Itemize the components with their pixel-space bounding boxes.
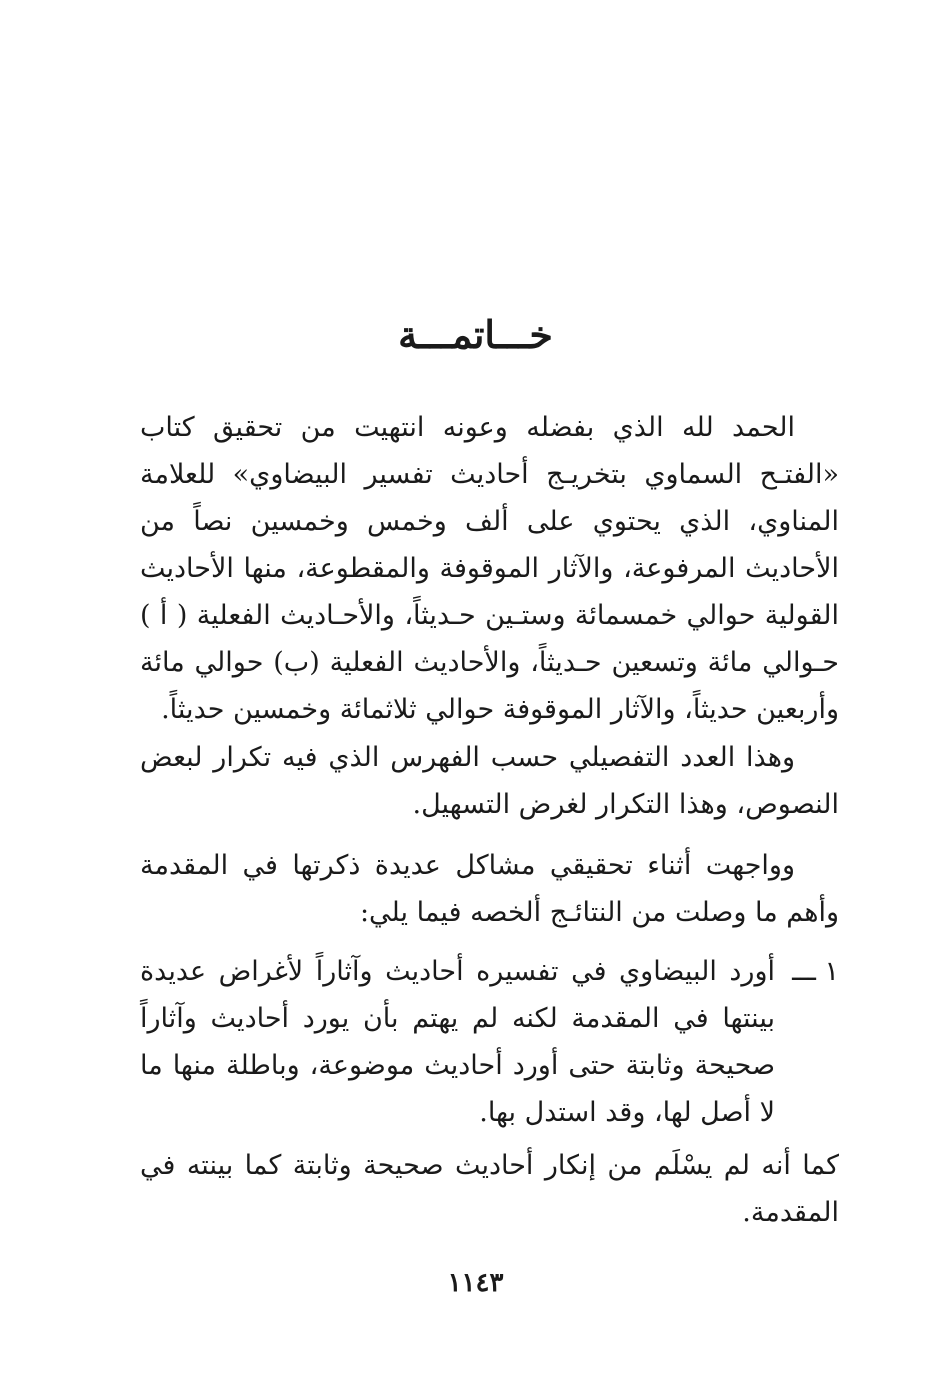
item-number: ١ ـــ (792, 956, 839, 987)
numbered-item-1 (140, 948, 839, 1136)
paragraph-findings-intro (140, 842, 839, 936)
page-number: ١١٤٣ (447, 1268, 504, 1298)
paragraph-opening (140, 404, 839, 733)
item-text: أورد البيضاوي في تفسيره أحاديث وآثاراً لأغراض عديدة بينتها في المقدمة لكنه لم يهتم بأن يورد أحاديث وآثاراً صحيحة وثابتة حتى أورد أحاديث موضوعة، وباطلة منها ما لا أصل لها، وقد استدل بها. (140, 956, 775, 1128)
paragraph-text: كما أنه لم يسْلَم من إنكار أحاديث صحيحة وثابتة كما بينته في المقدمة. (140, 1150, 839, 1228)
paragraph-closing (140, 1142, 839, 1236)
paragraph-text: الحمد لله الذي بفضله وعونه انتهيت من تحقيق كتاب «الفتـح السماوي بتخريـج أحاديث تفسير البيضاوي» للعلامة المناوي، الذي يحتوي على ألف وخمس وخمسين نصاً من الأحاديث المرفوعة، والآثار الموقوفة والمقطوعة، منها الأحاديث القولية حوالي خمسمائة وستـين حـديثاً، والأحـاديث الفعلية ( أ ) حـوالي مائة وتسعين حـديثاً، والأحاديث الفعلية (ب) حوالي مائة وأربعين حديثاً، والآثار الموقوفة حوالي ثلاثمائة وخمسين حديثاً. (140, 412, 839, 725)
paragraph-count-note (140, 734, 839, 828)
chapter-title: خـــاتمـــة (398, 312, 553, 357)
paragraph-text: وهذا العدد التفصيلي حسب الفهرس الذي فيه تكرار لبعض النصوص، وهذا التكرار لغرض التسهيل. (140, 742, 839, 820)
paragraph-text: وواجهت أثناء تحقيقي مشاكل عديدة ذكرتها في المقدمة وأهم ما وصلت من النتائـج ألخصه فيما يلي: (140, 850, 839, 928)
